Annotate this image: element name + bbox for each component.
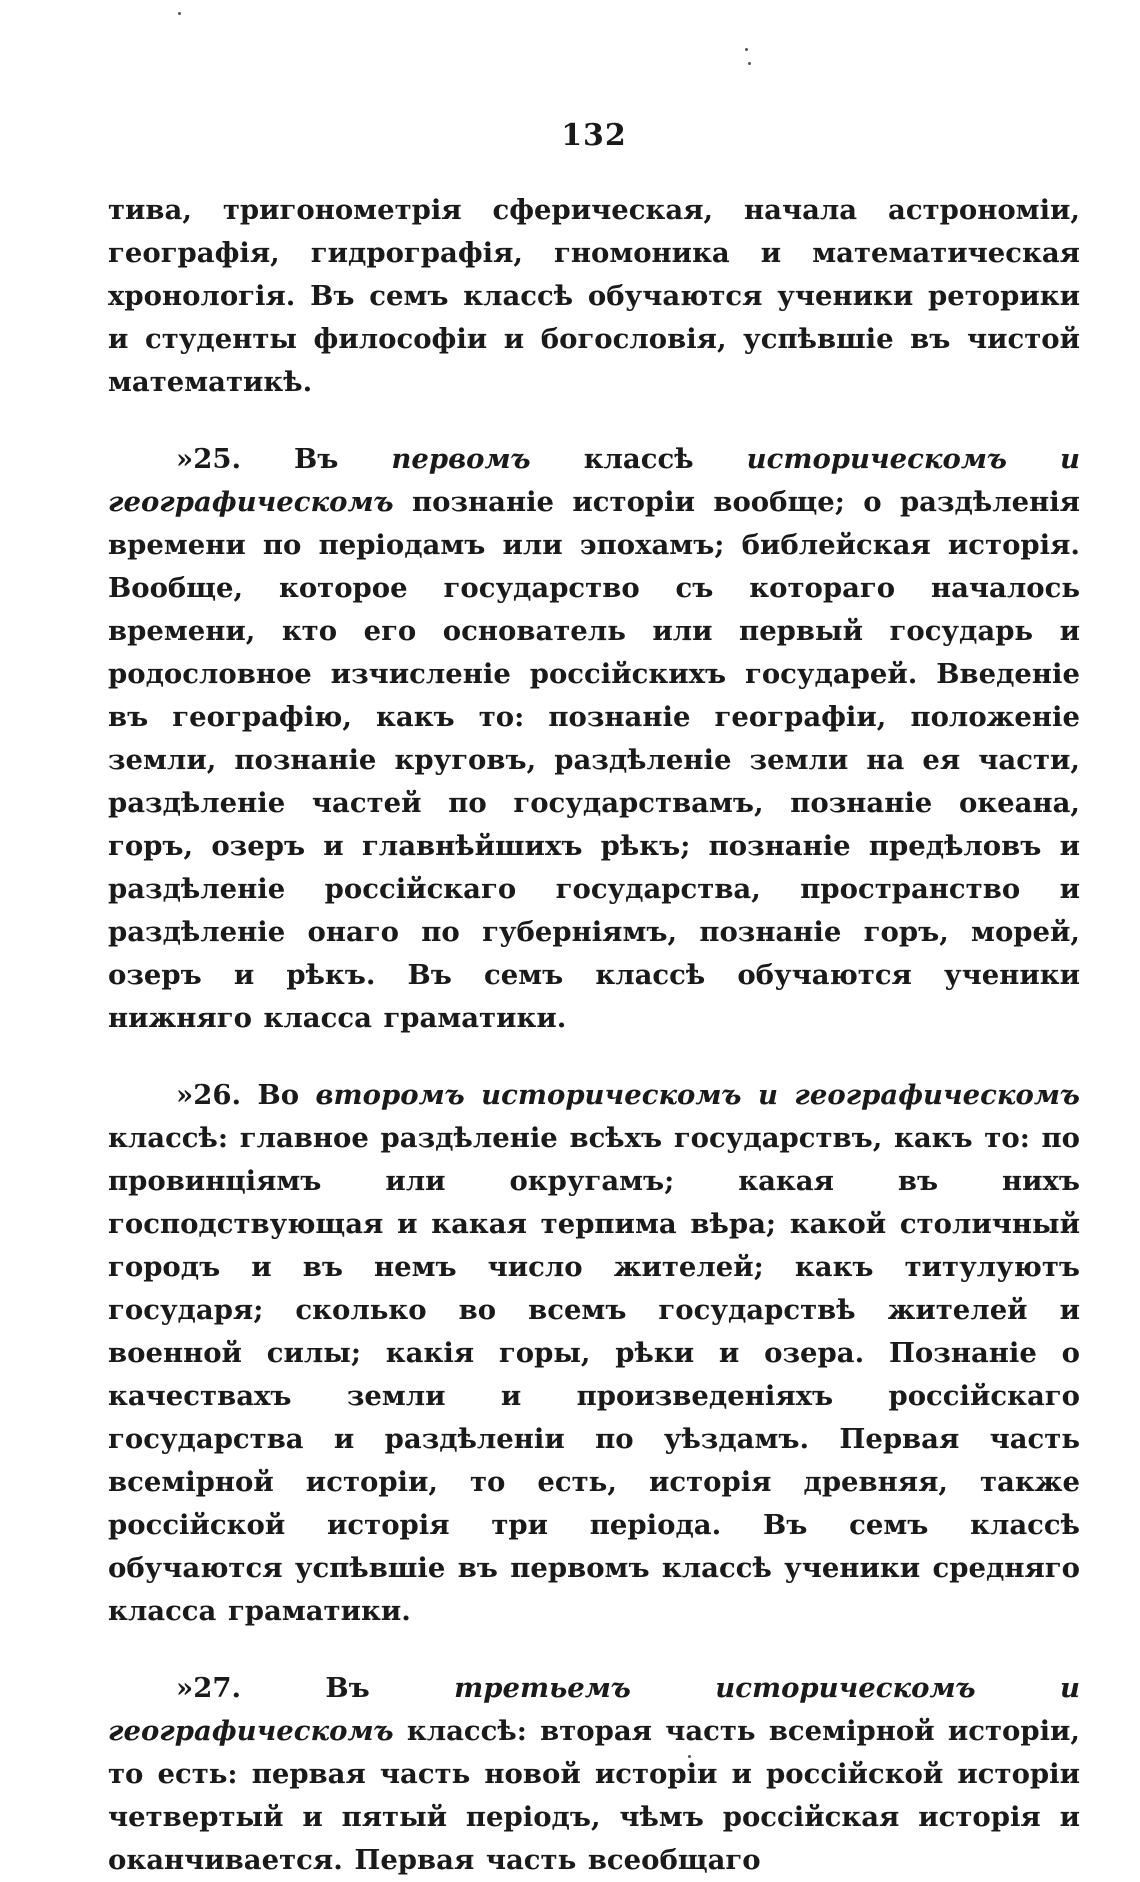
scan-speck: [178, 12, 181, 15]
paragraph-gap: [108, 404, 1080, 438]
section-25-mid: классѣ: [583, 443, 694, 475]
continuation-paragraph: тива, тригонометрія сферическая, начала астрономіи, географія, гидрографія, гномоника и математическая хронологія. Въ семъ классѣ обучаются ученики реторики и студенты философіи и богословія, успѣвшіе въ чистой математикѣ.: [108, 194, 1080, 398]
book-page: [108, 118, 1080, 1882]
section-26-pre: Во: [257, 1079, 300, 1111]
section-25-italic-subject: историческомъ и географическомъ: [108, 443, 1081, 518]
section-26-body: главное раздѣленіе всѣхъ государствъ, какъ то: по провинціямъ или округамъ; какая въ нихъ господствующая и какая терпима вѣра; какой столичный городъ и въ немъ число жителей; какъ титулуютъ государя; сколько во всемъ государствѣ жителей и военной силы; какія горы, рѣки и озера. Познаніе о качествахъ земли и произведеніяхъ россійскаго государства и раздѣленіи по уѣздамъ. Первая часть всемірной исторіи, то есть, исторія древняя, также россійской исторія три періода. Въ семъ классѣ обучаются успѣвшіе въ первомъ классѣ ученики средняго класса граматики.: [108, 1122, 1080, 1627]
section-26-mid: классѣ:: [108, 1122, 229, 1154]
section-25-paragraph: [108, 438, 1080, 1040]
section-27-paragraph: [108, 1667, 1080, 1882]
section-25-body: познаніе исторіи вообще; о раздѣленія времени по періодамъ или эпохамъ; библейская исторія. Вообще, которое государство съ котораго началось времени, кто его основатель или первый государь и родословное изчисленіе россійскихъ государей. Введеніе въ географію, какъ то: познаніе географіи, положеніе земли, познаніе круговъ, раздѣленіе земли на ея части, раздѣленіе частей по государствамъ, познаніе океана, горъ, озеръ и главнѣйшихъ рѣкъ; познаніе предѣловъ и раздѣленіе россійскаго государства, пространство и раздѣленіе онаго по губерніямъ, познаніе горъ, морей, озеръ и рѣкъ. Въ семъ классѣ обучаются ученики нижняго класса граматики.: [108, 486, 1080, 1034]
paragraph-gap: [108, 1040, 1080, 1074]
section-26-paragraph: [108, 1074, 1080, 1633]
scan-speck: [688, 1755, 691, 1758]
section-25-italic-ordinal: первомъ: [391, 443, 531, 475]
section-27-italic-subject: третьемъ историческомъ и географическомъ: [108, 1672, 1081, 1747]
section-27-number: »27.: [176, 1672, 242, 1704]
section-25-number: »25.: [176, 443, 242, 475]
section-27-pre: Въ: [325, 1672, 370, 1704]
scan-speck: [745, 48, 748, 51]
section-27-body: вторая часть всемірной исторіи, то есть: первая часть новой исторіи и россійской исторіи четвертый и пятый періодъ, чѣмъ россійская исторія и оканчивается. Первая часть всеобщаго: [108, 1715, 1081, 1876]
page-number: 132: [561, 118, 627, 153]
paragraph-gap: [108, 1633, 1080, 1667]
section-27-mid: классѣ:: [406, 1715, 527, 1747]
section-26-italic-subject: второмъ историческомъ и географическомъ: [315, 1079, 1080, 1111]
section-25-pre: Въ: [294, 443, 339, 475]
scan-speck: [748, 62, 751, 65]
section-26-number: »26.: [176, 1079, 242, 1111]
